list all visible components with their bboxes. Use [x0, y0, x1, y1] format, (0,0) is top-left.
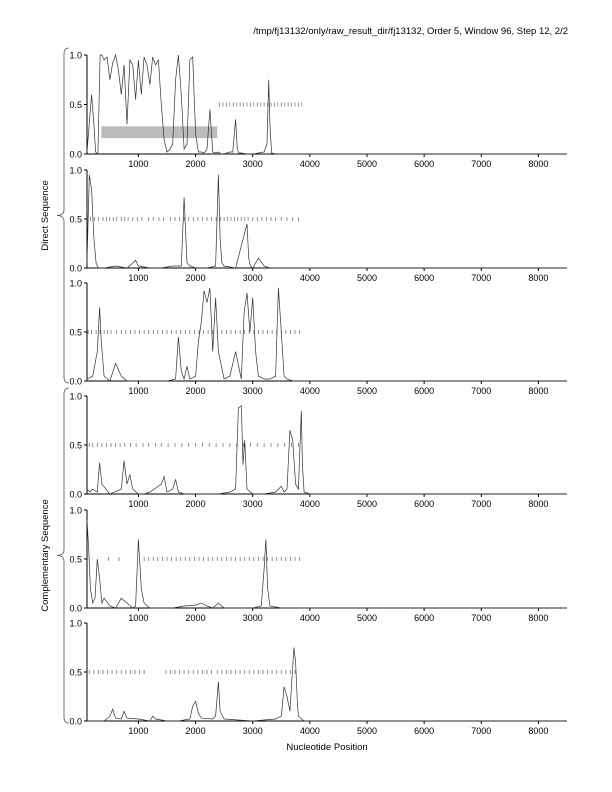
x-axis-label: Nucleotide Position — [286, 742, 368, 753]
y-tick-label: 0.5 — [69, 100, 82, 110]
x-tick-label: 1000 — [128, 499, 149, 509]
x-tick-label: 8000 — [528, 386, 549, 396]
x-tick-label: 1000 — [128, 613, 149, 623]
highlight-region — [101, 126, 217, 138]
x-tick-label: 5000 — [356, 613, 378, 623]
group-brace — [57, 48, 69, 383]
y-tick-label: 0.0 — [69, 603, 82, 614]
y-tick-label: 1.0 — [69, 505, 82, 516]
y-tick-label: 0.0 — [69, 489, 82, 500]
x-tick-label: 6000 — [414, 273, 435, 283]
x-tick-label: 8000 — [528, 726, 549, 736]
series-line — [87, 175, 567, 268]
x-tick-label: 7000 — [471, 159, 492, 169]
x-tick-label: 4000 — [299, 726, 320, 736]
series-line — [87, 648, 567, 722]
x-tick-label: 7000 — [471, 726, 492, 736]
x-tick-label: 4000 — [299, 613, 320, 623]
x-tick-label: 7000 — [471, 273, 492, 283]
y-tick-label: 0.5 — [69, 667, 82, 678]
x-tick-label: 6000 — [414, 386, 435, 396]
x-tick-label: 6000 — [414, 499, 435, 509]
group-label: Complementary Sequence — [40, 499, 51, 612]
x-tick-label: 8000 — [528, 273, 549, 283]
y-tick-label: 0.0 — [69, 263, 82, 274]
x-tick-label: 7000 — [471, 499, 492, 509]
x-tick-label: 3000 — [242, 726, 263, 736]
y-tick-label: 1.0 — [69, 165, 82, 176]
x-tick-label: 4000 — [299, 273, 320, 283]
x-tick-label: 4000 — [299, 159, 320, 169]
x-tick-label: 8000 — [528, 159, 549, 169]
x-tick-label: 3000 — [242, 159, 263, 169]
x-tick-label: 4000 — [299, 386, 320, 396]
x-tick-label: 2000 — [185, 613, 206, 623]
y-tick-label: 0.5 — [69, 440, 82, 451]
group-brace — [57, 388, 69, 723]
x-tick-label: 6000 — [414, 726, 435, 736]
x-tick-label: 8000 — [528, 499, 549, 509]
series-line — [87, 55, 567, 154]
x-tick-label: 2000 — [185, 499, 206, 509]
x-tick-label: 7000 — [471, 386, 492, 396]
group-label: Direct Sequence — [40, 180, 51, 251]
x-tick-label: 3000 — [242, 499, 263, 509]
x-tick-label: 1000 — [128, 273, 149, 283]
x-tick-label: 2000 — [185, 159, 206, 169]
x-tick-label: 5000 — [356, 386, 378, 396]
y-tick-label: 1.0 — [69, 278, 82, 289]
x-tick-label: 5000 — [356, 726, 378, 736]
x-tick-label: 3000 — [242, 386, 263, 396]
x-tick-label: 3000 — [242, 613, 263, 623]
x-tick-label: 2000 — [185, 726, 206, 736]
x-tick-label: 2000 — [185, 386, 206, 396]
y-tick-label: 0.5 — [69, 214, 82, 225]
x-tick-label: 8000 — [528, 613, 549, 623]
x-tick-label: 5000 — [356, 499, 378, 509]
x-tick-label: 1000 — [128, 159, 149, 169]
x-tick-label: 6000 — [414, 159, 435, 169]
y-tick-label: 0.0 — [69, 716, 82, 727]
series-line — [87, 288, 567, 381]
y-tick-label: 1.0 — [69, 50, 82, 61]
header-text: /tmp/fj13132/only/raw_result_dir/fj13132, Order 5, Window 96, Step 12, 2/2 — [253, 26, 568, 37]
x-tick-label: 3000 — [242, 273, 263, 283]
x-tick-label: 6000 — [414, 613, 435, 623]
y-tick-label: 1.0 — [69, 618, 82, 629]
x-tick-label: 4000 — [299, 499, 320, 509]
y-tick-label: 1.0 — [69, 391, 82, 402]
series-line — [87, 520, 567, 608]
y-tick-label: 0.0 — [69, 149, 82, 160]
x-tick-label: 7000 — [471, 613, 492, 623]
x-tick-label: 1000 — [128, 386, 149, 396]
x-tick-label: 2000 — [185, 273, 206, 283]
y-tick-label: 0.0 — [69, 376, 82, 387]
x-tick-label: 5000 — [356, 273, 378, 283]
y-tick-label: 0.5 — [69, 554, 82, 565]
x-tick-label: 1000 — [128, 726, 149, 736]
y-tick-label: 0.5 — [69, 327, 82, 338]
x-tick-label: 5000 — [356, 159, 378, 169]
series-line — [87, 406, 567, 494]
